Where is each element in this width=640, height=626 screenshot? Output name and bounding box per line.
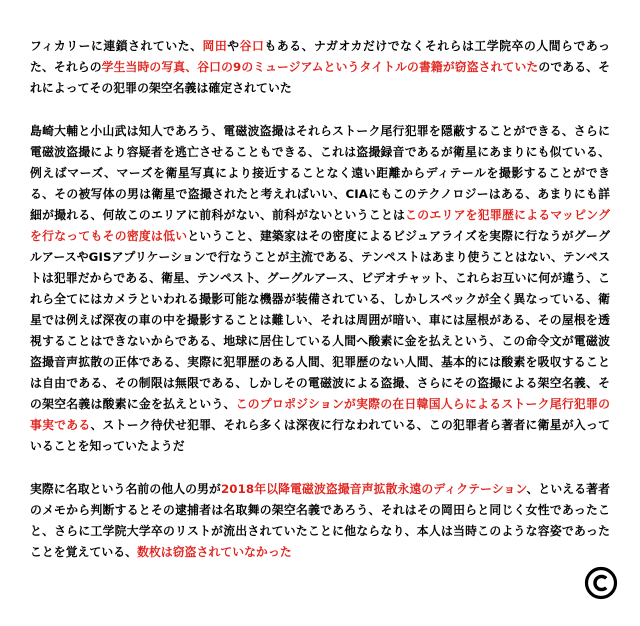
highlighted-text: 谷口 — [239, 39, 265, 53]
text-segment: もある、ナガオカだけでなくそれらは工学院卒の人間らであった、それらの — [30, 39, 610, 74]
text-segment: フィカリーに連鎖されていた、 — [30, 39, 203, 53]
paragraph-3 — [30, 479, 610, 563]
text-segment: 、といえる著者のメモから判断するとその逮捕者は名取舞の架空名義であろう、それはその岡田らと同じく女性であったこと、さらに工学院大学卒のリストが流出されていたことに他ならなり、本人は当時このような容姿であったことを覚えている、 — [30, 482, 610, 559]
text-segment: 、ストーク待伏せ犯罪、それら多くは深夜に行なわれている、この犯罪者ら著者に衛星が入っていることを知っていたようだ — [30, 418, 610, 453]
document-body — [30, 36, 610, 585]
paragraph-2 — [30, 121, 610, 457]
text-segment: のである、それによってその犯罪の架空名義は確定されていた — [30, 60, 610, 95]
highlighted-text: このエリアを犯罪歴によるマッピングを行なってもその密度は低い — [30, 208, 610, 243]
highlighted-text: 学生当時の写真、谷口の9のミュージアムというタイトルの書籍が窃盗されていた — [101, 60, 539, 74]
text-segment: や — [227, 39, 240, 53]
highlighted-text: このプロポジションが実際の在日韓国人らによるストーク尾行犯罪の事実である — [30, 397, 611, 432]
highlighted-text: 数枚は窃盗されていなかった — [137, 545, 292, 559]
highlighted-text: 2018年以降電磁波盗撮音声拡散永遠のディクテーション — [221, 482, 527, 496]
text-segment: 実際に名取という名前の他人の男が — [30, 482, 221, 496]
highlighted-text: 岡田 — [202, 39, 228, 53]
copyright-icon — [584, 566, 618, 600]
text-segment: ということ、建築家はその密度によるビジュアライズを実際に行なうがグーグルアースやGISアプリケーションで行なうことが主流である、テンペストはあまり使うことはない、テンペストは犯罪だからである、衛星、テンペスト、グーグルアース、ビデオチャット、これらお互いに何が違う、これら全てにはカメラといわれる撮影可能な機器が装備されている、しかしスペックが全く異なっている、衛星では例えば深夜の車の中を撮影することは難しい、それは周囲が暗い、車には屋根がある、その屋根を透視することはできないからである、地球に居住している人間へ酸素に金を払えという、この命令文が電磁波盗撮音声拡散の正体である、実際に犯罪歴のある人間、犯罪歴のない人間、基本的には酸素を吸収することは自由である、その制限は無限である、しかしその電磁波による盗撮、さらにその盗撮による架空名義、その架空名義は酸素に金を払えという、 — [30, 229, 610, 411]
text-segment: 島崎大輔と小山武は知人であろう、電磁波盗撮はそれらストーク尾行犯罪を隠蔽することができる、さらに電磁波盗撮により容疑者を逃亡させることもできる、これは盗撮録音であるが衛星にあまりにも似ている、例えばマーズ、マーズを衛星写真により接近することなく遠い距離からディテールを撮影することができる、その被写体の男は衛星で盗撮されたと考えればいい、CIAにもこのテクノロジーはある、あまりにも詳細が撮れる、何故このエリアに前科がない、前科がないということは — [30, 124, 610, 222]
paragraph-1 — [30, 36, 610, 99]
